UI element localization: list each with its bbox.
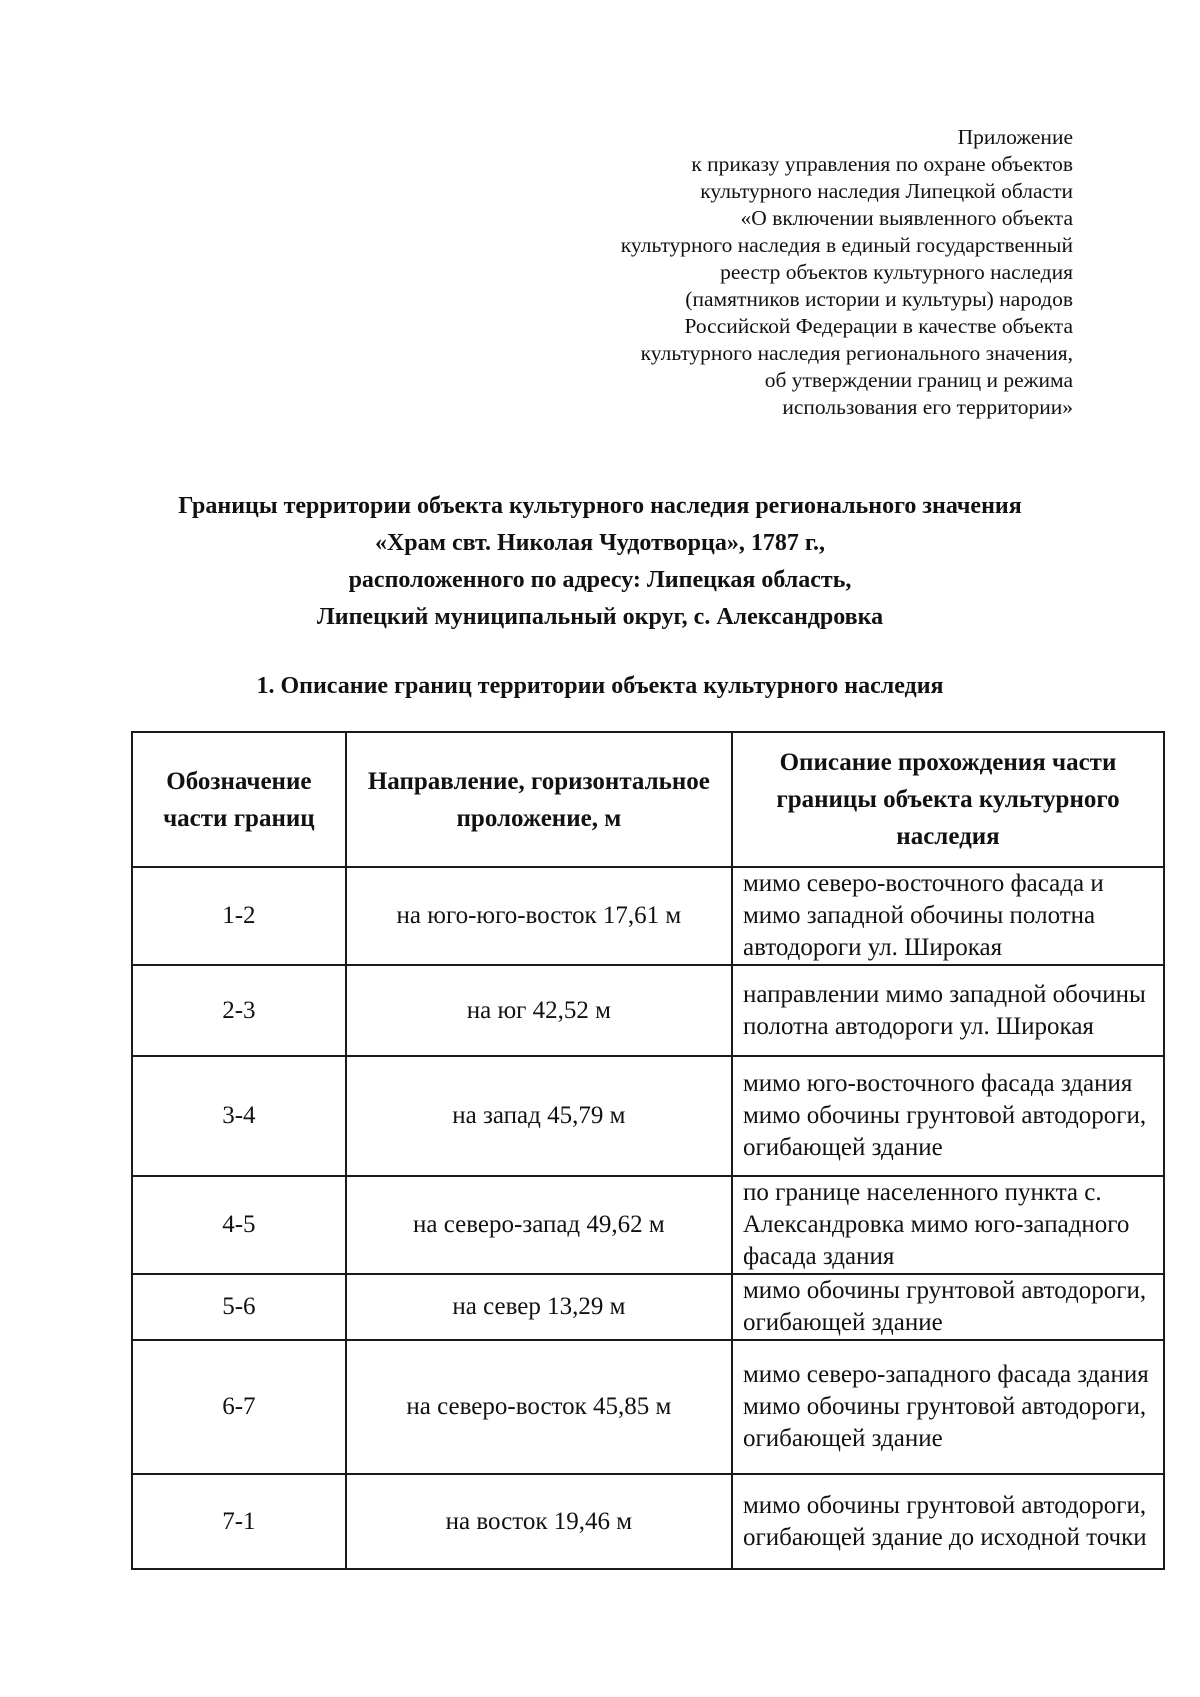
appendix-line: культурного наследия регионального значения, [640, 341, 1073, 365]
segment-cell: 1-2 [132, 867, 346, 965]
direction-cell: на север 13,29 м [346, 1274, 732, 1340]
appendix-header [373, 124, 1073, 421]
description-cell: мимо северо-западного фасада здания мимо обочины грунтовой автодороги, огибающей здание [732, 1340, 1164, 1474]
document-title [120, 488, 1080, 636]
direction-cell: на восток 19,46 м [346, 1474, 732, 1569]
header-direction: Направление, горизонтальное проложение, м [346, 732, 732, 867]
header-description: Описание прохождения части границы объекта культурного наследия [732, 732, 1164, 867]
appendix-line: к приказу управления по охране объектов [691, 152, 1073, 176]
title-line: «Храм свт. Николая Чудотворца», 1787 г., [374, 530, 826, 556]
table-row [132, 1340, 1164, 1474]
segment-cell: 7-1 [132, 1474, 346, 1569]
appendix-line: Приложение [957, 125, 1073, 149]
table-row [132, 1176, 1164, 1274]
table-row [132, 867, 1164, 965]
appendix-line: культурного наследия Липецкой области [700, 179, 1073, 203]
appendix-line: использования его территории» [782, 395, 1073, 419]
description-cell: мимо юго-восточного фасада здания мимо обочины грунтовой автодороги, огибающей здание [732, 1056, 1164, 1176]
table-row [132, 1474, 1164, 1569]
appendix-line: Российской Федерации в качестве объекта [684, 314, 1073, 338]
description-cell: мимо обочины грунтовой автодороги, огибающей здание до исходной точки [732, 1474, 1164, 1569]
section-heading: 1. Описание границ территории объекта культурного наследия [256, 673, 944, 699]
table-row [132, 1056, 1164, 1176]
appendix-line: об утверждении границ и режима [764, 368, 1073, 392]
direction-cell: на юг 42,52 м [346, 965, 732, 1056]
direction-cell: на запад 45,79 м [346, 1056, 732, 1176]
segment-cell: 3-4 [132, 1056, 346, 1176]
table-body [132, 867, 1164, 1569]
table-row [132, 1274, 1164, 1340]
table-header-row [132, 732, 1164, 867]
description-cell: направлении мимо западной обочины полотна автодороги ул. Широкая [732, 965, 1164, 1056]
direction-cell: на северо-запад 49,62 м [346, 1176, 732, 1274]
direction-cell: на юго-юго-восток 17,61 м [346, 867, 732, 965]
segment-cell: 6-7 [132, 1340, 346, 1474]
direction-cell: на северо-восток 45,85 м [346, 1340, 732, 1474]
segment-cell: 2-3 [132, 965, 346, 1056]
appendix-line: реестр объектов культурного наследия [720, 260, 1073, 284]
description-cell: мимо обочины грунтовой автодороги, огибающей здание [732, 1274, 1164, 1340]
appendix-line: «О включении выявленного объекта [740, 206, 1073, 230]
description-cell: по границе населенного пункта с. Александровка мимо юго-западного фасада здания [732, 1176, 1164, 1274]
segment-cell: 4-5 [132, 1176, 346, 1274]
appendix-line: (памятников истории и культуры) народов [685, 287, 1073, 311]
title-line: расположенного по адресу: Липецкая область, [348, 567, 852, 593]
title-line: Границы территории объекта культурного наследия регионального значения [178, 493, 1022, 519]
boundaries-table [131, 731, 1165, 1570]
segment-cell: 5-6 [132, 1274, 346, 1340]
title-line: Липецкий муниципальный округ, с. Александровка [316, 604, 884, 630]
description-cell: мимо северо-восточного фасада и мимо западной обочины полотна автодороги ул. Широкая [732, 867, 1164, 965]
table-row [132, 965, 1164, 1056]
appendix-line: культурного наследия в единый государственный [620, 233, 1073, 257]
header-segment: Обозначение части границ [132, 732, 346, 867]
